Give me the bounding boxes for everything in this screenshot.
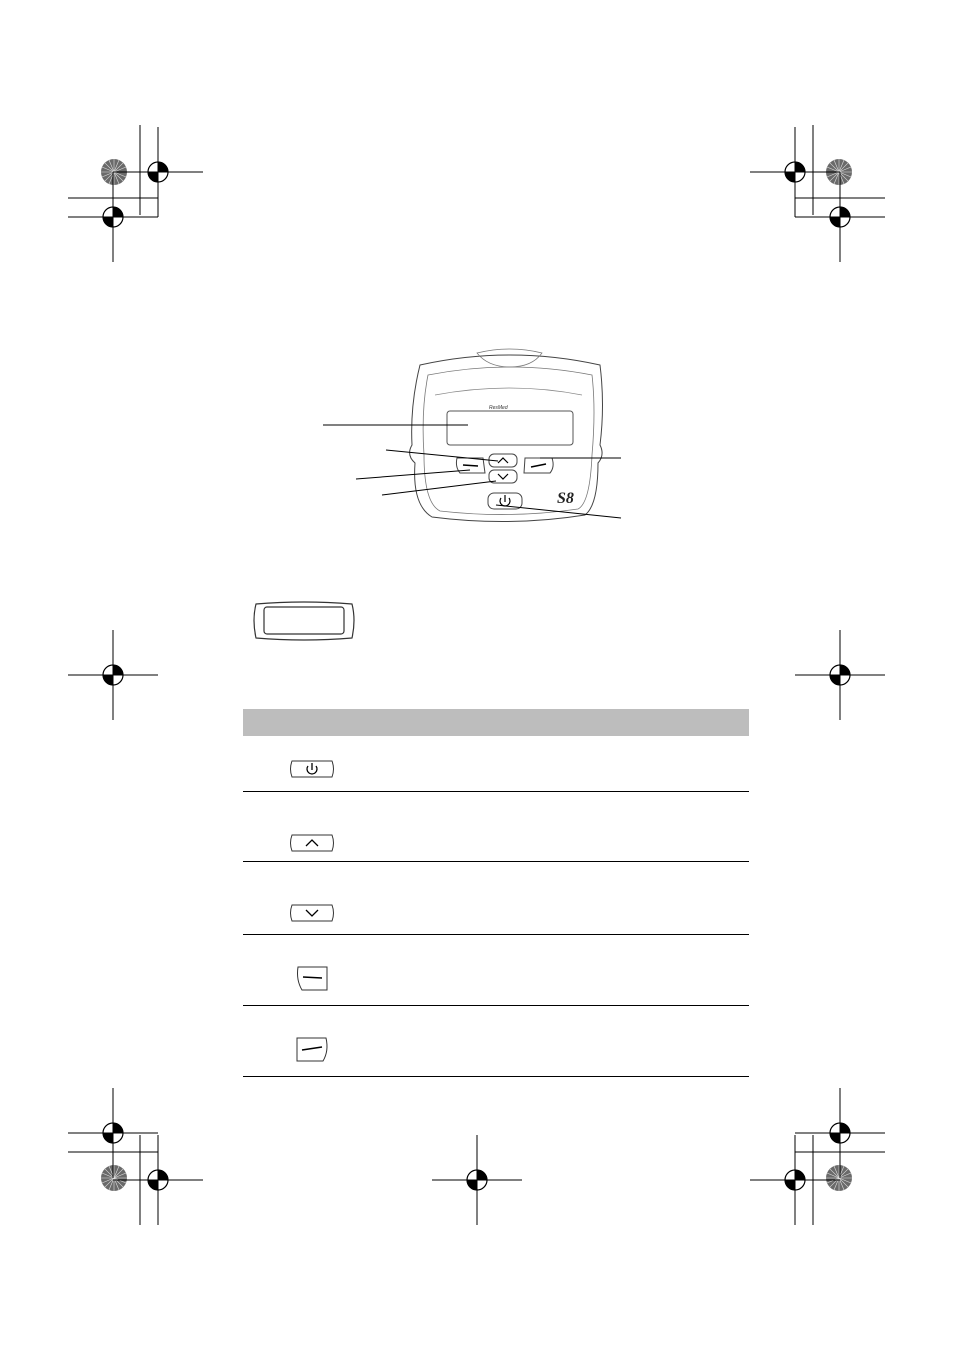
lcd-screen-icon [250, 600, 358, 642]
control-panel-illustration [320, 345, 630, 535]
start-stop-key-icon [288, 758, 336, 780]
table-row-down [243, 862, 749, 935]
left-key-icon [293, 963, 333, 995]
up-key-icon [288, 832, 336, 854]
keys-table-header [243, 709, 749, 736]
table-row-right [243, 1006, 749, 1077]
down-key-icon [288, 902, 336, 924]
table-row-start-stop [243, 736, 749, 792]
table-row-up [243, 792, 749, 862]
device-model-label: S8 [557, 490, 574, 507]
right-key-icon [293, 1034, 333, 1066]
table-row-left [243, 935, 749, 1006]
device-brand-label: ResMed [489, 405, 508, 411]
